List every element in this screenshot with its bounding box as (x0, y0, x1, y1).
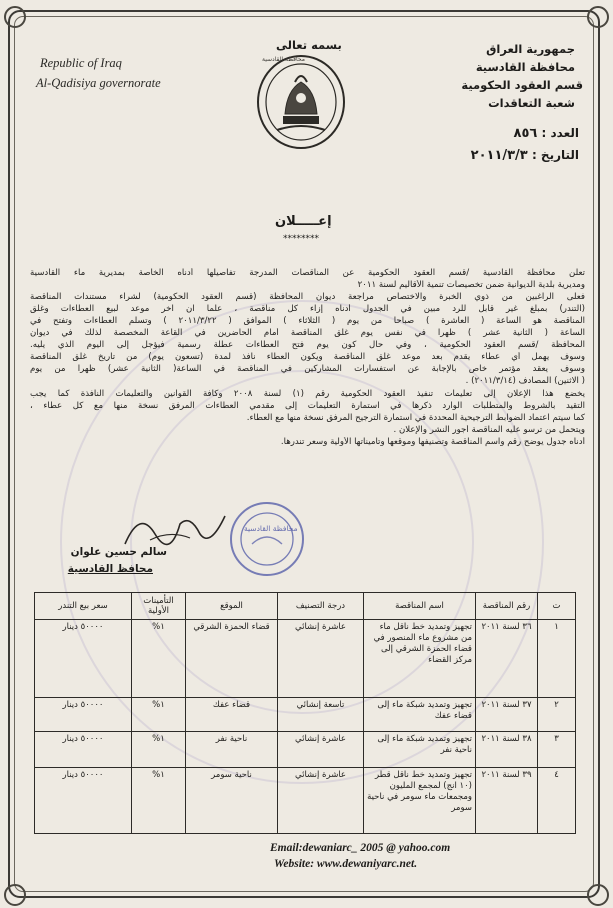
body-line: ومديرية بلدية الديوانية ضمن تخصيصات تنمية الأقاليم لسنة ٢٠١١ (357, 280, 585, 290)
stamp-text: محافظة القادسية (244, 524, 298, 533)
table-cell: ٣ (538, 732, 576, 768)
table-cell: ٥٠٠٠٠ دينار (35, 620, 132, 698)
official-stamp-icon (228, 500, 306, 578)
table-cell: ١% (132, 620, 186, 698)
table-row (35, 620, 576, 698)
table-cell: ١% (132, 698, 186, 732)
table-cell: ٣٧ لسنة ٢٠١١ (476, 698, 538, 732)
table-cell: ٥٠٠٠٠ دينار (35, 768, 132, 834)
body-line: وسوف يعقد مؤتمر خاص بالإجابة عن استفسارات المشاركين في المناقصة في الساعة( الثانية عشر) ظهرا من يوم (30, 364, 585, 374)
body-line: أدناه جدول يوضح رقم واسم المناقصة وتصنيفها وموقعها وتأميناتها الأولية وسعر تندرها. (280, 436, 585, 447)
table-row (35, 698, 576, 732)
column-header: ت (538, 593, 576, 620)
table-cell: ناحية نفر (186, 732, 278, 768)
table-row (35, 768, 576, 834)
corner-ornament (587, 6, 609, 28)
column-header: سعر بيع التندر (35, 593, 132, 620)
body-line: (التندر) بمبلغ غير قابل للرد مبين في الجدول أدناه إزاء كل مناقصة ، علما ان آخر موعد لبيع العطاءات وغلق (30, 304, 585, 314)
table-cell: عاشرة إنشائي (278, 768, 364, 834)
ref-value: ٨٥٦ (513, 126, 538, 141)
body-line: تعلن محافظة القادسية /قسم العقود الحكومية عن المناقصات المدرجة تفاصيلها أدناه الخاصة بمديرية ماء القادسية (30, 268, 585, 278)
body-line: فعلى الراغبين من ذوي الخبرة والاختصاص مراجعة ديوان المحافظة (قسم العقود الحكومية) لشراء مستندات المناقصة (30, 292, 585, 302)
header-country-en: Republic of Iraq (40, 56, 122, 70)
signatory-title: محافظ القادسية (67, 563, 153, 575)
body-line: التقيد بالشروط والمتطلبات الوارد ذكرها في استمارة التعليمات إلى مقدمي العطاءات المرفق نسخة منها مع كل عطاء ، (30, 400, 585, 411)
table-cell: ٤ (538, 768, 576, 834)
body-line: كما سيتم اعتماد الضوابط الترجيحية المحددة في استمارة الترجيح المرفق نسخة منها مع العطاء. (246, 412, 585, 423)
table-cell: عاشرة إنشائي (278, 732, 364, 768)
header-department: قسم العقود الحكومية (461, 78, 583, 92)
table-cell: تجهيز وتمديد شبكة ماء إلى قضاء عفك (364, 698, 476, 732)
emblem-caption: محافظة القادسية (262, 56, 305, 63)
table-cell: ناحية سومر (186, 768, 278, 834)
column-header: اسم المناقصة (364, 593, 476, 620)
column-header: الموقع (186, 593, 278, 620)
table-cell: تجهيز وتمديد خط ناقل ماء من مشروع ماء المنصور في قضاء الحمزة الشرقي إلى مركز القضاء (364, 620, 476, 698)
bismillah: بسمه تعالى (276, 38, 342, 52)
table-cell: ٣٩ لسنة ٢٠١١ (476, 768, 538, 834)
header-governorate-en: Al-Qadisiya governorate (36, 76, 161, 90)
issue-date (471, 148, 579, 163)
table-cell: تاسعة إنشائي (278, 698, 364, 732)
body-line: ( الاثنين) المصادف (٢٠١١/٣/١٤) . (465, 376, 585, 386)
table-header-row (35, 593, 576, 620)
table-cell: ٣٨ لسنة ٢٠١١ (476, 732, 538, 768)
header-governorate: محافظة القادسية (475, 60, 575, 74)
column-header: التأمينات الأولية (132, 593, 186, 620)
body-line: يخضع هذا الإعلان إلى تعليمات تنفيذ العقود الحكومية رقم (١) لسنة ٢٠٠٨ وكافة القوانين والتعليمات النافذة كما يجب (30, 388, 585, 399)
body-line: وسوف يهمل أي عطاء يقدم بعد موعد غلق المناقصة ويكون العطاء نافذ لمدة (تسعون يوم) من تاريخ غلق المناقصة (30, 352, 585, 362)
table-cell: تجهيز وتمديد شبكة ماء إلى ناحية نفر (364, 732, 476, 768)
corner-ornament (4, 6, 26, 28)
table-cell: ٢ (538, 698, 576, 732)
header-section: شعبة التعاقدات (488, 96, 575, 110)
date-label: التاريخ : (531, 148, 579, 162)
table-cell: عاشرة إنشائي (278, 620, 364, 698)
body-line: المحافظة /قسم العقود الحكومية ، وفي حال كون يوم فتح العطاءات عطلة رسمية فيؤجل إلى اليوم الذي يليه. (30, 340, 585, 350)
announcement-title: إعـــــلان (275, 214, 332, 229)
signatory-name: سالم حسين علوان (70, 546, 167, 558)
table-cell: ١% (132, 768, 186, 834)
table-cell: ٥٠٠٠٠ دينار (35, 698, 132, 732)
table-cell: ١% (132, 732, 186, 768)
table-cell: ٣٦ لسنة ٢٠١١ (476, 620, 538, 698)
table-row (35, 732, 576, 768)
table-cell: تجهيز وتمديد خط ناقل قطر (١٠ انج) لمجمع المليون ومجمعات ماء سومر في ناحية سومر (364, 768, 476, 834)
header-country: جمهورية العراق (486, 42, 575, 56)
body-line: المناقصة هو الساعة ( العاشرة ) صباحا من يوم ( الثلاثاء ) الموافق ( ٢٠١١/٣/٢٢ ) وتسلم العطاءات وتفتح في (30, 316, 585, 326)
column-header: رقم المناقصة (476, 593, 538, 620)
footer-website: Website: www.dewaniyarc.net. (274, 858, 418, 870)
corner-ornament (4, 884, 26, 906)
body-line: ويتحمل من ترسو عليه المناقصة أجور النشر والإعلان . (393, 424, 585, 435)
table-cell: قضاء عفك (186, 698, 278, 732)
ref-label: العدد : (541, 126, 579, 140)
title-stars: ******** (283, 234, 319, 244)
corner-ornament (587, 884, 609, 906)
table-cell: ٥٠٠٠٠ دينار (35, 732, 132, 768)
ref-number (514, 126, 579, 141)
body-line: الساعة ( الثانية عشر ) ظهراً في نفس يوم غلق المناقصة أمام الحاضرين في القاعة المخصصة لذلك في ديوان (30, 328, 585, 338)
table-cell: قضاء الحمزة الشرقي (186, 620, 278, 698)
footer-email: Email:dewaniarc_ 2005 @ yahoo.com (270, 842, 451, 854)
governorate-emblem-icon (255, 52, 347, 152)
tenders-table (34, 592, 576, 834)
table-cell: ١ (538, 620, 576, 698)
column-header: درجة التصنيف (278, 593, 364, 620)
date-value: ٢٠١١/٣/٣ (470, 148, 528, 163)
